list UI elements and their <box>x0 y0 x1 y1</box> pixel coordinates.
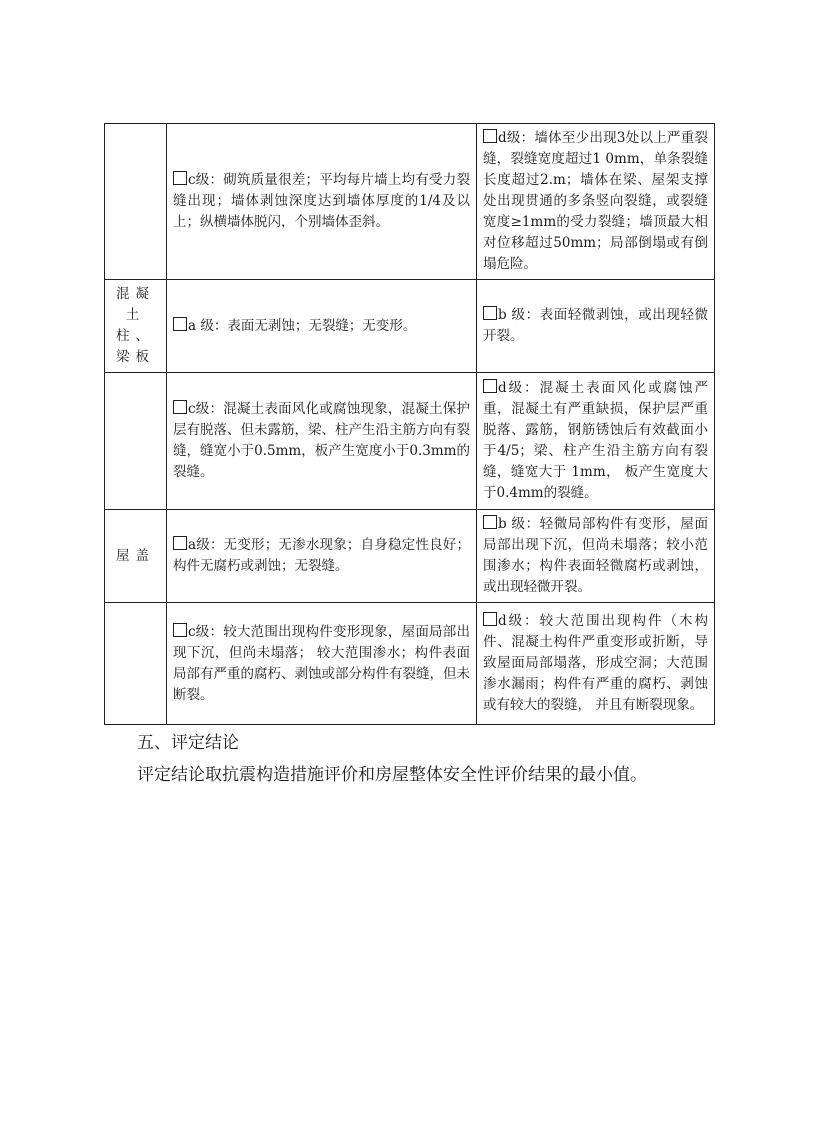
grade-cell-left <box>167 373 477 510</box>
grade-cell-right <box>477 124 715 280</box>
grade-cell-left <box>167 124 477 280</box>
grade-text: a级：无变形；无渗水现象；自身稳定性良好；构件无腐朽或剥蚀；无裂缝。 <box>173 537 470 574</box>
checkbox-icon[interactable] <box>173 171 187 185</box>
grade-cell-right <box>477 510 715 603</box>
grade-cell-left <box>167 603 477 725</box>
category-cell: 屋盖 <box>105 510 167 603</box>
category-cell <box>105 124 167 280</box>
grade-text: d级：墙体至少出现3处以上严重裂缝，裂缝宽度超过1 0mm，单条裂缝长度超过2.m；墙体在梁、屋架支撑处出现贯通的多条竖向裂缝，或裂缝宽度≥1mm的受力裂缝；墙顶最大相对位移超过50mm；局部倒塌或有倒塌危险。 <box>483 130 708 272</box>
grade-cell-left <box>167 510 477 603</box>
checkbox-icon[interactable] <box>173 536 187 550</box>
section-body: 评定结论取抗震构造措施评价和房屋整体安全性评价结果的最小值。 <box>137 765 647 785</box>
section-title: 五、评定结论 <box>137 733 239 753</box>
grade-cell-right <box>477 280 715 373</box>
grade-text: c级：混凝土表面风化或腐蚀现象，混凝土保护层有脱落、但未露筋，梁、柱产生沿主筋方向有裂缝，缝宽小于0.5mm，板产生宽度小于0.3mm的裂缝。 <box>173 401 470 480</box>
checkbox-icon[interactable] <box>483 129 497 143</box>
grade-cell-right <box>477 373 715 510</box>
grade-text: d级：混凝土表面风化或腐蚀严重，混凝土有严重缺损，保护层严重脱落、露筋，钢筋锈蚀后有效截面小于4/5；梁、柱产生沿主筋方向有裂缝，缝宽大于 1mm， 板产生宽度大于0.4mm的裂缝。 <box>483 380 708 501</box>
grade-text: b 级：轻微局部构件有变形，屋面局部出现下沉，但尚未塌落；较小范围渗水；构件表面轻微腐朽或剥蚀，或出现轻微开裂。 <box>483 516 708 595</box>
grade-text: c级：较大范围出现构件变形现象，屋面局部出现下沉，但尚未塌落； 较大范围渗水；构件表面局部有严重的腐朽、剥蚀或部分构件有裂缝，但未断裂。 <box>173 623 470 703</box>
grade-cell-left <box>167 280 477 373</box>
table-row <box>105 124 715 280</box>
category-cell: 混凝土柱、梁板 <box>105 280 167 373</box>
checkbox-icon[interactable] <box>483 379 497 393</box>
table-row <box>105 280 715 373</box>
grade-text: c级：砌筑质量很差；平均每片墙上均有受力裂缝出现；墙体剥蚀深度达到墙体厚度的1/4及以上；纵横墙体脱闪，个别墙体歪斜。 <box>173 172 470 230</box>
checkbox-icon[interactable] <box>483 515 497 529</box>
grade-text: a 级：表面无剥蚀；无裂缝；无变形。 <box>188 317 417 334</box>
category-cell <box>105 373 167 510</box>
checkbox-icon[interactable] <box>483 306 497 320</box>
checkbox-icon[interactable] <box>173 317 187 331</box>
grade-cell-right <box>477 603 715 725</box>
category-cell <box>105 603 167 725</box>
table-row <box>105 510 715 603</box>
checkbox-icon[interactable] <box>173 623 187 637</box>
table-row <box>105 603 715 725</box>
grade-text: b 级：表面轻微剥蚀，或出现轻微开裂。 <box>483 307 708 344</box>
checkbox-icon[interactable] <box>483 612 497 626</box>
assessment-table <box>104 123 715 725</box>
checkbox-icon[interactable] <box>173 400 187 414</box>
table-row <box>105 373 715 510</box>
grade-text: d级：较大范围出现构件（木构件、混凝土构件严重变形或折断，导致屋面局部塌落，形成空洞；大范围渗水漏雨；构件有严重的腐朽、剥蚀或有较大的裂缝， 并且有断裂现象。 <box>483 613 708 713</box>
